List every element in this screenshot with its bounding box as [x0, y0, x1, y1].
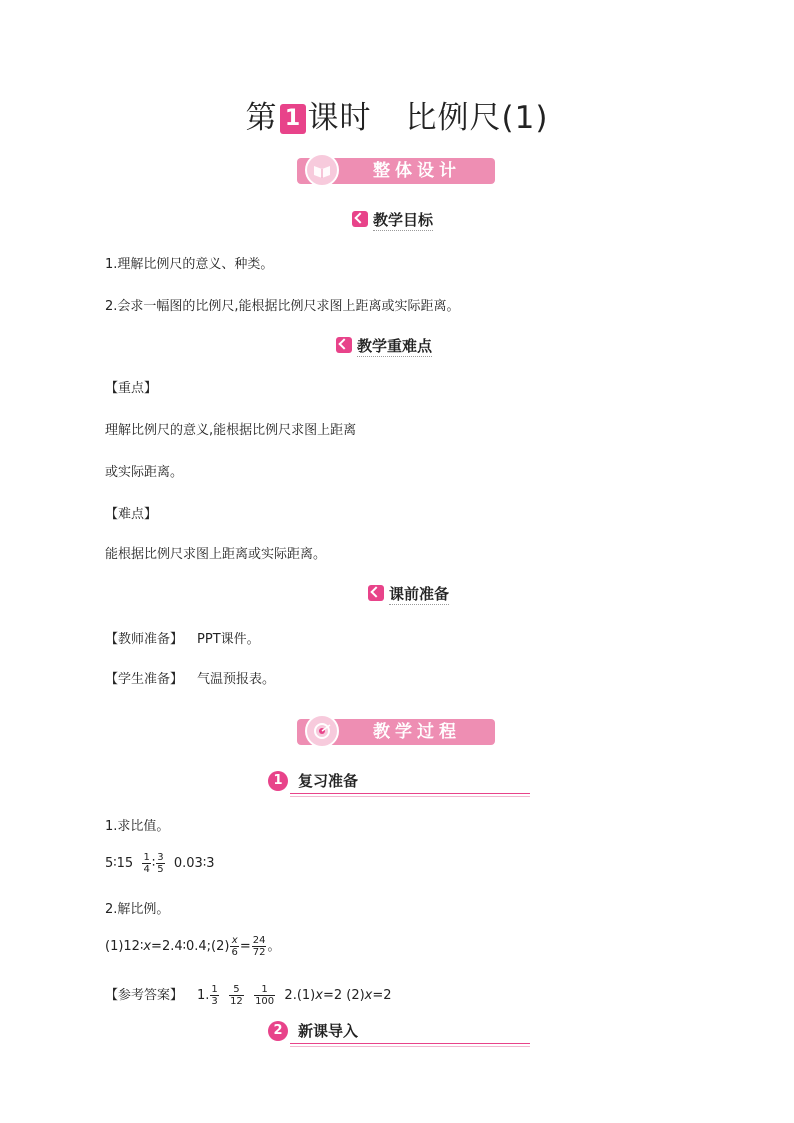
step-title: 新课导入 [298, 1022, 359, 1040]
student-prep-value: 气温预报表。 [197, 672, 276, 687]
q2-fraction-right: $\frac{24}{72}$ [252, 935, 266, 958]
review-q2: 2.解比例。 [105, 902, 170, 917]
step-number-badge: 2 [268, 1021, 288, 1041]
title-prefix: 第 [245, 100, 278, 136]
open-book-icon [305, 153, 339, 187]
teacher-prep-value: PPT课件。 [197, 632, 260, 647]
step-review [268, 770, 530, 794]
teaching-process-banner [297, 719, 495, 745]
page-title [0, 92, 794, 137]
q1-fraction-a: $\frac{1}{4}$ [143, 852, 150, 875]
title-suffix: 课时 [307, 100, 372, 136]
student-prep-label: 【学生准备】 [105, 672, 184, 687]
overall-design-banner [297, 158, 495, 184]
teacher-prep [105, 631, 260, 649]
key-text-line2: 或实际距离。 [105, 465, 184, 480]
q2-fraction-left: $\frac{x}{6}$ [231, 935, 238, 958]
step-new-lesson [268, 1020, 530, 1044]
q1-item3: 0.03∶3 [173, 856, 215, 871]
reference-answer: 【参考答案】 1. $\frac{1}{3}$ $\frac{5}{12}$ $\frac{1}{100}$ 2.(1)x=2 (2)x=2 [105, 984, 392, 1007]
goal-2: 2.会求一幅图的比例尺,能根据比例尺求图上距离或实际距离。 [105, 299, 460, 314]
goal-1: 1.理解比例尺的意义、种类。 [105, 257, 274, 272]
q1-fraction-b: $\frac{3}{5}$ [157, 852, 164, 875]
step-title: 复习准备 [298, 772, 359, 790]
arrow-icon [336, 337, 352, 353]
teaching-goals-heading: 教学目标 [352, 209, 433, 231]
overall-design-label: 整体设计 [373, 161, 461, 181]
review-q2-equations: (1)12∶x=2.4∶0.4;(2) $\frac{x}{6}$ = $\frac{24}{72}$ 。 [105, 935, 281, 958]
arrow-icon [352, 211, 368, 227]
lesson-number-badge: 1 [280, 104, 306, 134]
difficult-text: 能根据比例尺求图上距离或实际距离。 [105, 547, 327, 562]
answer-fraction-3: $\frac{1}{100}$ [255, 984, 275, 1007]
key-text-line1: 理解比例尺的意义,能根据比例尺求图上距离 [105, 423, 357, 438]
review-q1-items: 5∶15 $\frac{1}{4}$ ∶ $\frac{3}{5}$ 0.03∶3 [105, 852, 215, 875]
arrow-icon [368, 585, 384, 601]
answer-fraction-2: $\frac{5}{12}$ [230, 984, 243, 1007]
teaching-process-label: 教学过程 [373, 722, 461, 742]
target-icon [305, 714, 339, 748]
title-topic: 比例尺(1) [405, 100, 549, 136]
key-points-heading: 教学重难点 [336, 335, 432, 357]
key-label: 【重点】 [105, 381, 158, 396]
answer-fraction-1: $\frac{1}{3}$ [211, 984, 218, 1007]
teacher-prep-label: 【教师准备】 [105, 632, 184, 647]
preparation-heading: 课前准备 [368, 583, 449, 605]
student-prep [105, 671, 275, 689]
difficult-label: 【难点】 [105, 507, 158, 522]
step-number-badge: 1 [268, 771, 288, 791]
answer-label: 【参考答案】 [105, 988, 184, 1003]
review-q1: 1.求比值。 [105, 819, 170, 834]
q1-item1: 5∶15 [105, 856, 134, 871]
